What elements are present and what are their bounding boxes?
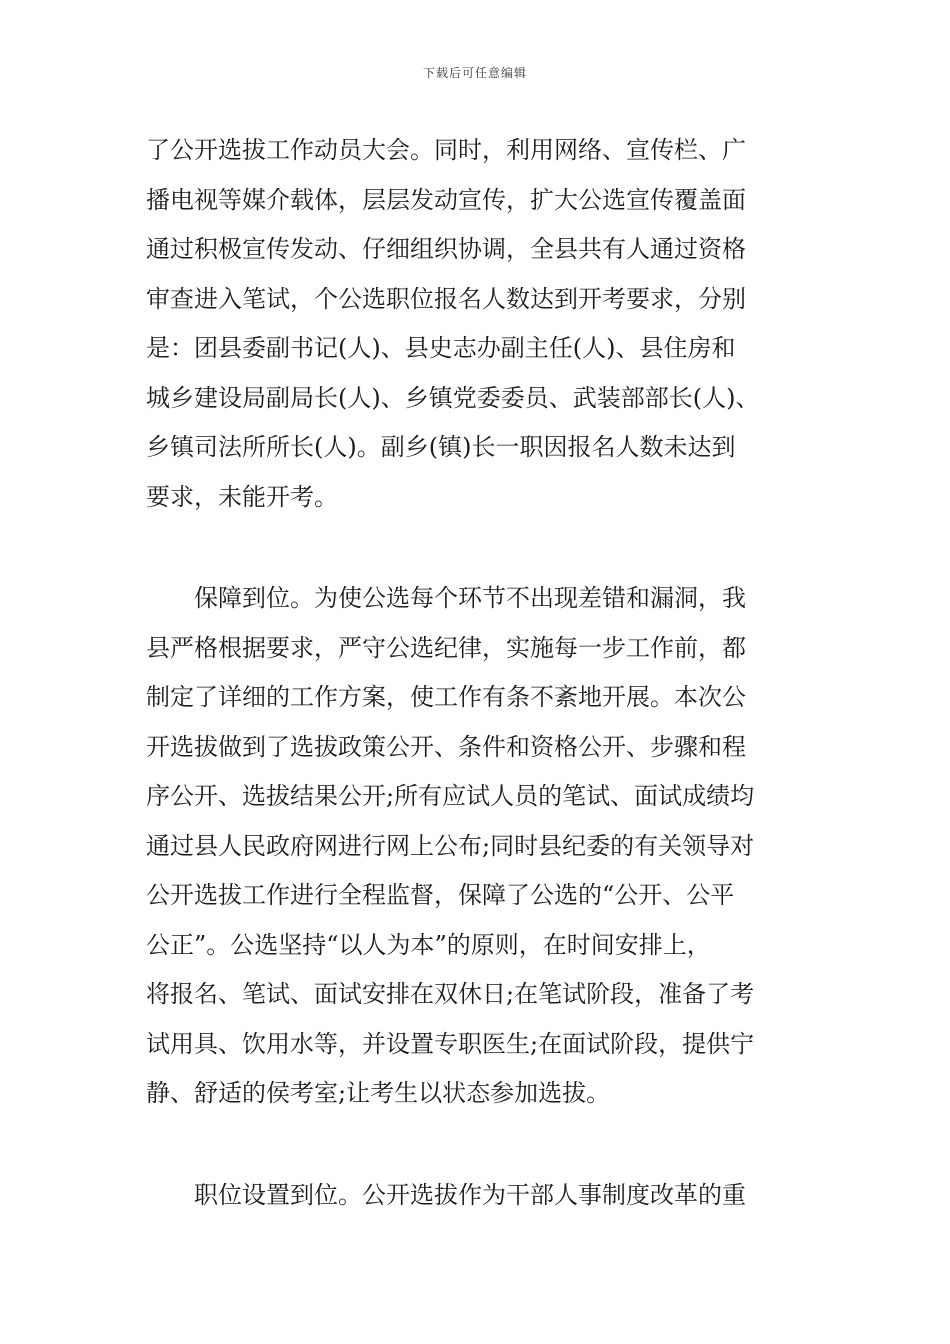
text-line: 职位设置到位。公开选拔作为干部人事制度改革的重	[146, 1180, 746, 1209]
paragraph-spacer	[146, 522, 810, 574]
text-line: 乡镇司法所所长(人)。副乡(镇)长一职因报名人数未达到	[146, 433, 736, 461]
paragraph-3	[146, 1171, 810, 1221]
text-line: 是：团县委副书记(人)、县史志办副主任(人)、县住房和	[146, 334, 736, 362]
text-line: 序公开、选拔结果公开;所有应试人员的笔试、面试成绩均	[146, 782, 755, 810]
page-header: 下载后可任意编辑	[422, 66, 527, 80]
text-line: 播电视等媒介载体，层层发动宣传，扩大公选宣传覆盖面	[146, 185, 746, 214]
body-text	[146, 126, 810, 1220]
text-line: 静、舒适的侯考室;让考生以状态参加选拔。	[146, 1079, 611, 1107]
text-line: 通过县人民政府网进行网上公布;同时县纪委的有关领导对	[146, 831, 755, 860]
text-line: 审查进入笔试，个公选职位报名人数达到开考要求，分别	[146, 284, 746, 313]
text-line: 制定了详细的工作方案，使工作有条不紊地开展。本次公	[146, 683, 746, 711]
text-line: 了公开选拔工作动员大会。同时，利用网络、宣传栏、广	[146, 136, 746, 164]
text-line: 开选拔做到了选拔政策公开、条件和资格公开、步骤和程	[146, 732, 746, 761]
text-line: 要求，未能开考。	[146, 482, 338, 511]
text-line: 县严格根据要求，严守公选纪律，实施每一步工作前，都	[146, 633, 746, 662]
text-line: 公开选拔工作进行全程监督，保障了公选的“公开、公平	[146, 881, 735, 909]
text-line: 通过积极宣传发动、仔细组织协调，全县共有人通过资格	[146, 235, 746, 263]
paragraph-spacer	[146, 1119, 810, 1171]
text-line: 将报名、笔试、面试安排在双休日;在笔试阶段，准备了考	[146, 980, 755, 1008]
paragraph-2	[146, 574, 810, 1119]
text-line: 公正”。公选坚持“以人为本”的原则，在时间安排上，	[146, 930, 711, 959]
paragraph-1	[146, 126, 810, 522]
text-line: 试用具、饮用水等，并设置专职医生;在面试阶段，提供宁	[146, 1029, 755, 1058]
text-line: 保障到位。为使公选每个环节不出现差错和漏洞，我	[146, 584, 746, 612]
text-line: 城乡建设局副局长(人)、乡镇党委委员、武装部部长(人)、	[146, 383, 760, 412]
